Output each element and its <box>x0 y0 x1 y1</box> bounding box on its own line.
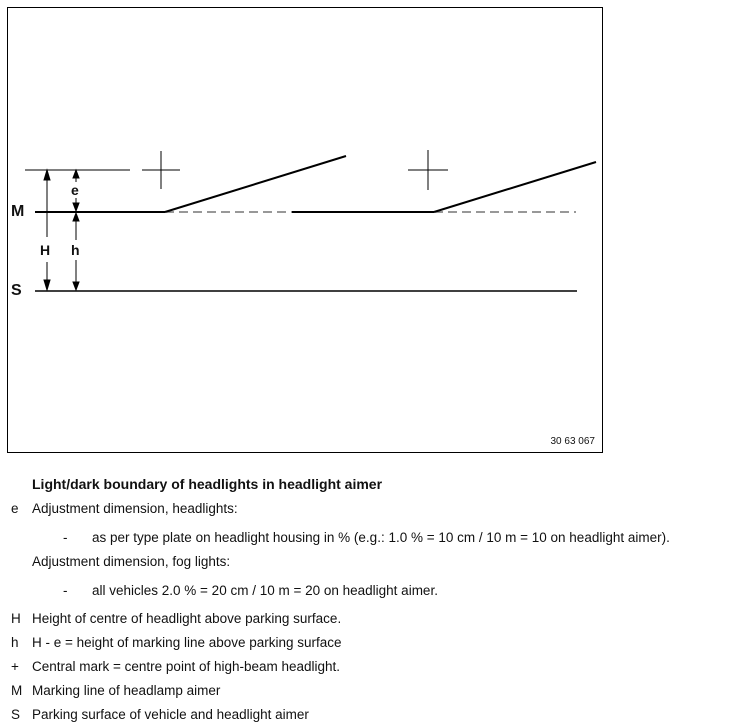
label-h: h <box>71 242 80 258</box>
legend-text: Adjustment dimension, fog lights: <box>32 554 231 569</box>
caption-title: Light/dark boundary of headlights in headlight aimer <box>32 476 383 492</box>
legend-text: H - e = height of marking line above parking surface <box>32 635 342 650</box>
label-S: S <box>11 282 22 299</box>
legend-text: Adjustment dimension, headlights: <box>32 501 238 516</box>
legend-text: Marking line of headlamp aimer <box>32 683 221 698</box>
legend-key: H <box>11 611 21 626</box>
label-M: M <box>11 203 25 220</box>
figure-code: 30 63 067 <box>550 436 595 447</box>
bullet-dash: - <box>63 583 68 598</box>
legend-text: Central mark = centre point of high-beam headlight. <box>32 659 341 674</box>
label-e: e <box>71 182 79 198</box>
legend-key: + <box>11 659 19 674</box>
legend-text: Parking surface of vehicle and headlight aimer <box>32 707 309 722</box>
legend-key: S <box>11 707 21 722</box>
legend-text: Height of centre of headlight above parking surface. <box>32 611 342 626</box>
legend-text: as per type plate on headlight housing in % (e.g.: 1.0 % = 10 cm / 10 m = 10 on headlight aimer). <box>92 530 670 545</box>
bullet-dash: - <box>63 530 68 545</box>
label-H: H <box>40 242 51 258</box>
legend-key: M <box>11 683 23 698</box>
legend-key: h <box>11 635 19 650</box>
legend-key: e <box>11 501 19 516</box>
legend-text: all vehicles 2.0 % = 20 cm / 10 m = 20 on headlight aimer. <box>92 583 438 598</box>
